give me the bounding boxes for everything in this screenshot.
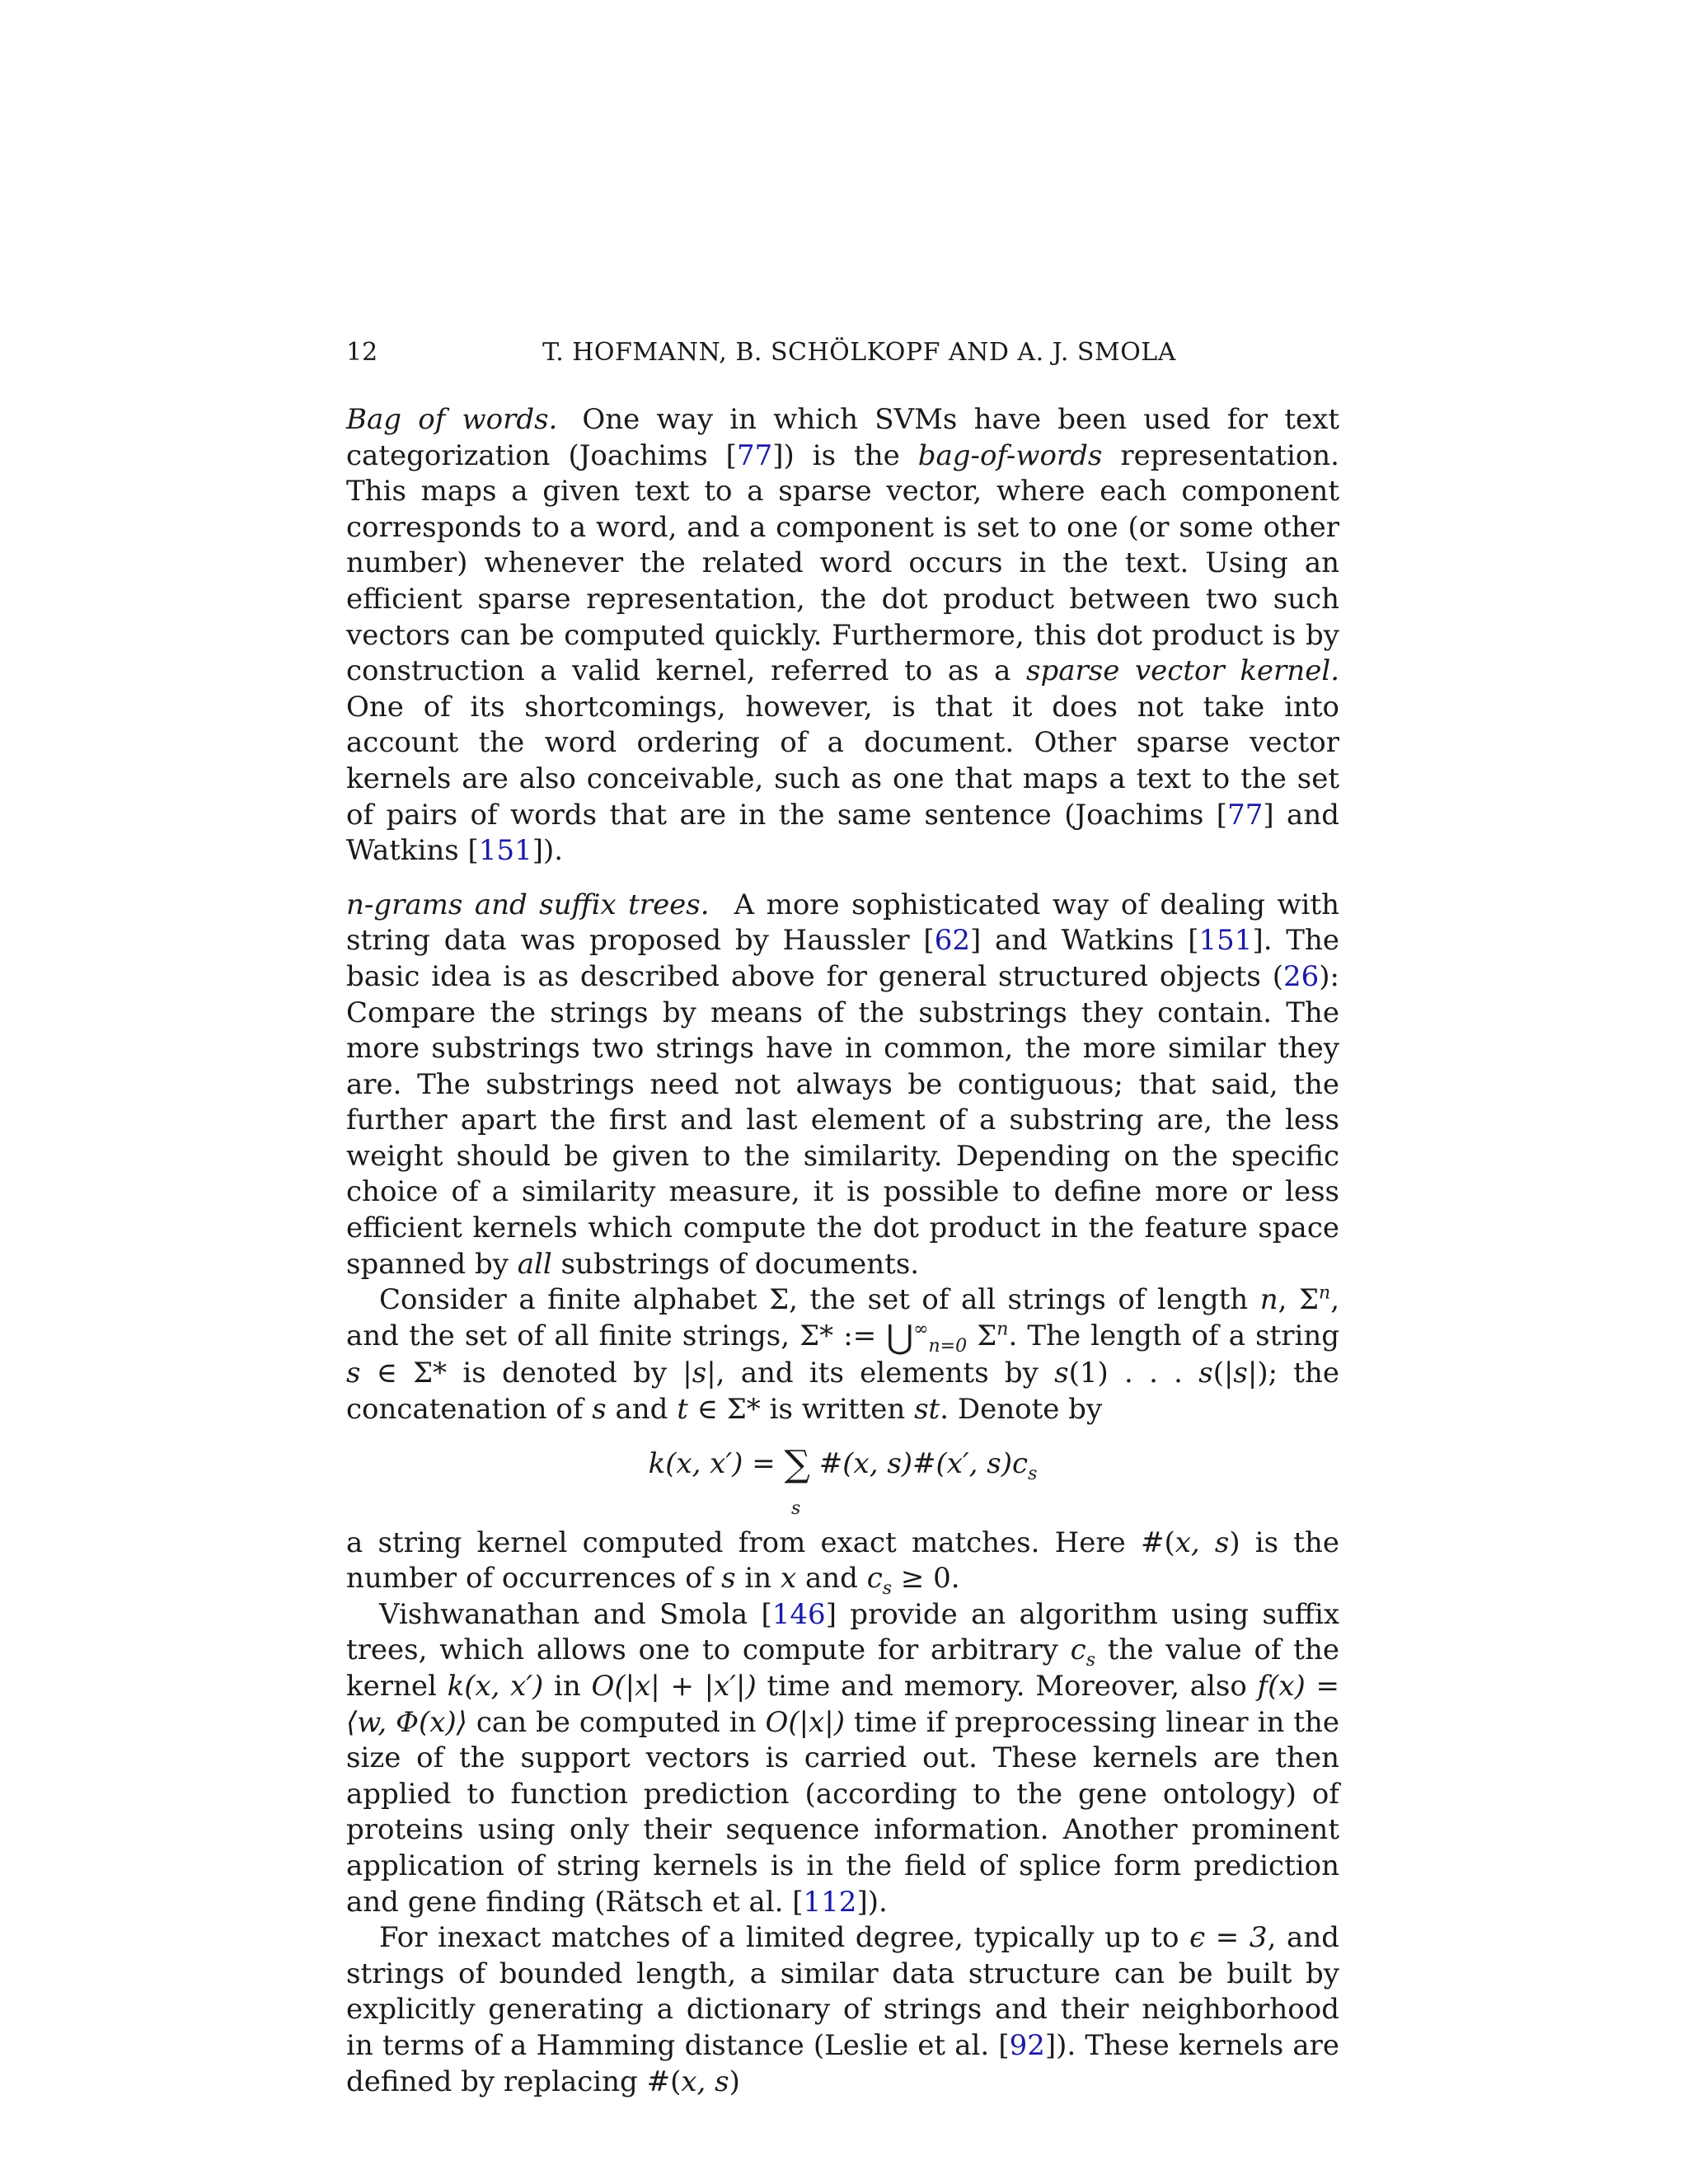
- citation-link[interactable]: 92: [1009, 2028, 1045, 2062]
- runin-heading: Bag of words.: [346, 403, 558, 436]
- equation-link[interactable]: 26: [1283, 959, 1320, 993]
- citation-link[interactable]: 112: [803, 1885, 857, 1919]
- page-body: [346, 402, 1339, 2100]
- paragraph-alphabet: Consider a finite alphabet Σ, the set of all strings of length n, $\Sigma^n$, and the set of all finite strings, Σ* := $⋃^\infty_{n=0}$ $\Sigma^n$. The length of a string s ∈ Σ* is denoted by |s|, and its elements by s(1) . . . s(|s|); the concatenation of s and t ∈ Σ* is written st. Denote by: [346, 1282, 1340, 1427]
- citation-link[interactable]: 77: [736, 438, 773, 472]
- running-head: T. HOFMANN, B. SCHÖLKOPF AND A. J. SMOLA: [542, 338, 1176, 367]
- citation-link[interactable]: 62: [934, 924, 970, 958]
- paragraph-suffix-trees: Vishwanathan and Smola [146] provide an algorithm using suffix trees, which allows one to compute for arbitrary $c_s$ the value of the kernel k(x, x′) in O(|x| + |x′|) time and memory. Moreover, also f(x) = ⟨w, Φ(x)⟩ can be computed in O(|x|) time if preprocessing linear in the size of the support vectors is carried out. These kernels are then applied to function prediction (according to the gene ontology) of proteins using only their sequence information. Another prominent application of string kernels is in the field of splice form prediction and gene finding (Rätsch et al. [112]).: [346, 1597, 1339, 1919]
- display-equation: k(x, x′) = ∑ #(x, s)#(x′, $s)c_s$ s: [346, 1440, 1339, 1514]
- citation-link[interactable]: 151: [1198, 924, 1253, 958]
- paragraph-ngrams: n-grams and suffix trees. A more sophisticated way of dealing with string data was proposed by Haussler [62] and Watkins [151]. The basic idea is as described above for general structured objects (26): Compare the strings by means of the substrings they contain. The more substrings two strings have in common, the more similar they are. The substrings need not always be contiguous; that said, the further apart the first and last element of a substring are, the less weight should be given to the similarity. Depending on the specific choice of a similarity measure, it is possible to define more or less efficient kernels which compute the dot product in the feature space spanned by all substrings of documents.: [346, 888, 1339, 1281]
- page-header: [346, 338, 1339, 381]
- citation-link[interactable]: 151: [478, 834, 532, 868]
- paragraph-inexact-matches: For inexact matches of a limited degree, typically up to ϵ = 3, and strings of bounded length, a similar data structure can be built by explicitly generating a dictionary of strings and their neighborhood in terms of a Hamming distance (Leslie et al. [92]). These kernels are defined by replacing #(x, s): [346, 1921, 1339, 2098]
- citation-link[interactable]: 146: [771, 1597, 826, 1631]
- union-symbol: ⋃: [886, 1318, 914, 1357]
- paragraph-string-kernel: a string kernel computed from exact matches. Here #(x, s) is the number of occurrences of s in x and $c_s \ge 0$.: [346, 1526, 1339, 1600]
- citation-link[interactable]: 77: [1227, 798, 1264, 832]
- paragraph-bag-of-words: Bag of words. One way in which SVMs have been used for text categorization (Joachims [77]) is the bag-of-words representation. This maps a given text to a sparse vector, where each component corresponds to a word, and a component is set to one (or some other number) whenever the related word occurs in the text. Using an efficient sparse representation, the dot product between two such vectors can be computed quickly. Furthermore, this dot product is by construction a valid kernel, referred to as a sparse vector kernel. One of its shortcomings, however, is that it does not take into account the word ordering of a document. Other sparse vector kernels are also conceivable, such as one that maps a text to the set of pairs of words that are in the same sentence (Joachims [77] and Watkins [151]).: [346, 403, 1340, 868]
- runin-heading: n-grams and suffix trees.: [346, 888, 710, 921]
- sum-index: s: [791, 1497, 801, 1519]
- page-number: 12: [346, 338, 378, 367]
- summation-symbol: ∑: [784, 1442, 810, 1485]
